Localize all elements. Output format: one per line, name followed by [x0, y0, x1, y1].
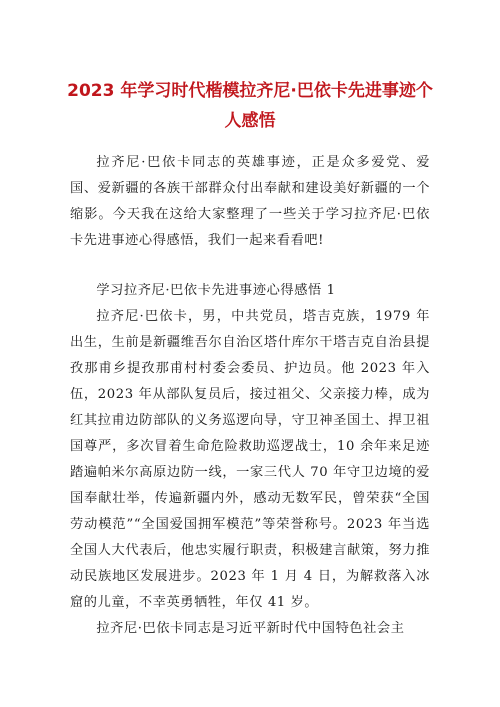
- section-heading: 学习拉齐尼·巴依卡先进事迹心得感悟 1: [96, 283, 336, 298]
- document-title: 2023 年学习时代楷模拉齐尼·巴依卡先进事迹个人感悟: [67, 81, 433, 131]
- intro-paragraph: 拉齐尼·巴依卡同志的英雄事迹，正是众多爱党、爱国、爱新疆的各族干部群众付出奉献和建设美好新疆的一个缩影。今天我在这给大家整理了一些关于学习拉齐尼·巴依卡先进事迹心得感悟，我们一起来看看吧!: [70, 155, 430, 248]
- document-body: [70, 150, 430, 642]
- body-paragraph: 拉齐尼·巴依卡同志是习近平新时代中国特色社会主: [96, 621, 405, 636]
- body-paragraph: 拉齐尼·巴依卡，男，中共党员，塔吉克族，1979 年出生，生前是新疆维吾尔自治区塔什库尔干塔吉克自治县提孜那甫乡提孜那甫村村委会委员、护边员。他 2023 年入伍，2023 年从部队复员后，接过祖父、父亲接力棒，成为红其拉甫边防部队的义务巡逻向导，守卫神圣国土、捍卫祖国尊严，多次冒着生命危险救助巡逻战士，10 余年来足迹踏遍帕米尔高原边防一线，一家三代人 70 年守卫边境的爱国奉献壮举，传遍新疆内外，感动无数军民，曾荣获“全国劳动模范”“全国爱国拥军模范”等荣誉称号。2023 年当选全国人大代表后，他忠实履行职责，积极建言献策，努力推动民族地区发展进步。2023 年 1 月 4 日，为解救落入冰窟的儿童，不幸英勇牺牲，年仅 41 岁。: [70, 309, 430, 610]
